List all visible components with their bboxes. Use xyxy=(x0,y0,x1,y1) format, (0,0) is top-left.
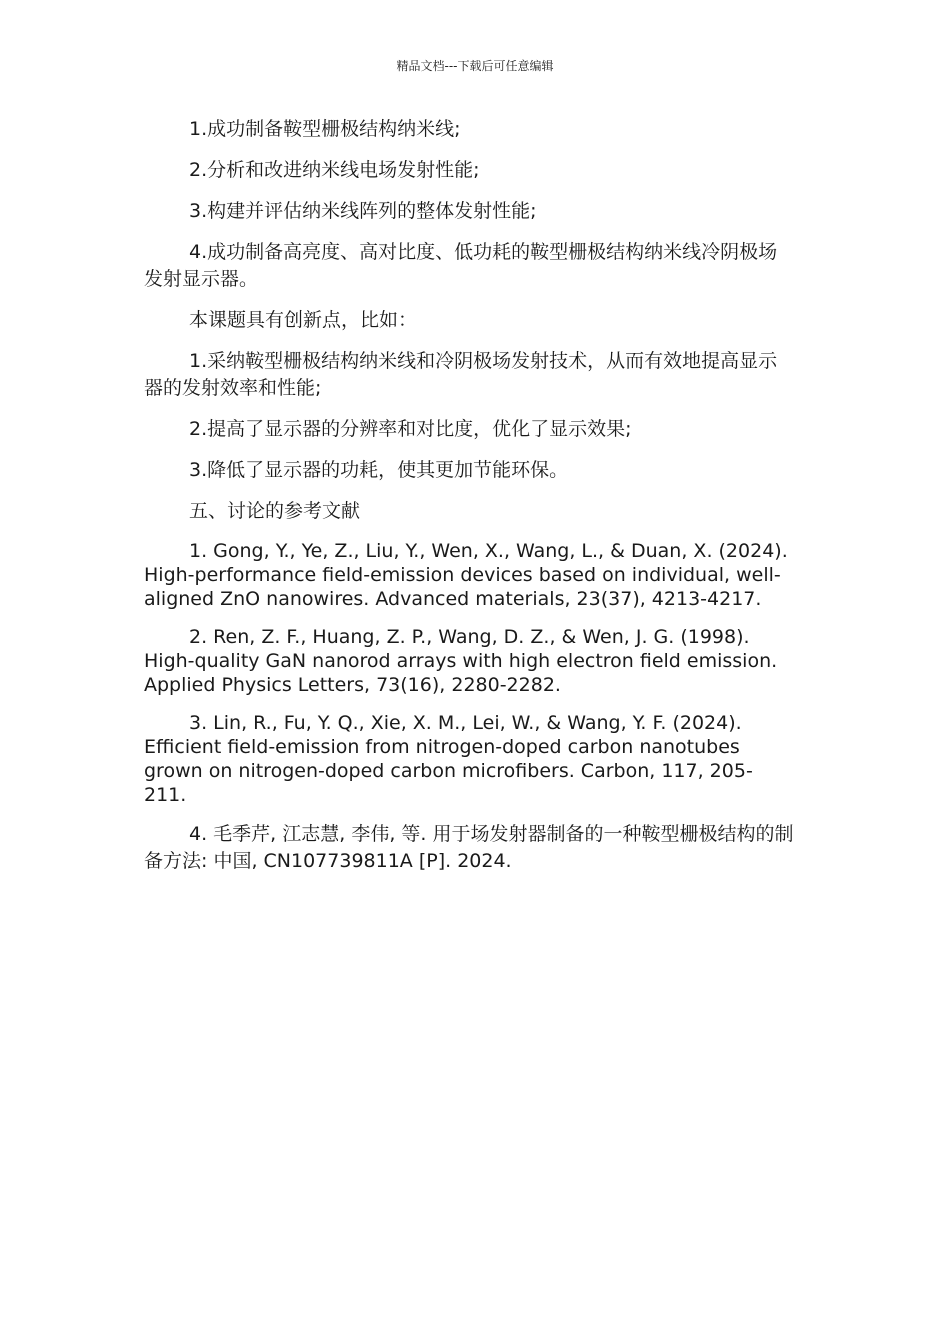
goal-item-4: 4.成功制备高亮度、高对比度、低功耗的鞍型栅极结构纳米线冷阴极场发射显示器。 xyxy=(144,241,778,290)
page-header: 精品文档---下载后可任意编辑 xyxy=(396,59,554,73)
reference-item-2: 2. Ren, Z. F., Huang, Z. P., Wang, D. Z., & Wen, J. G. (1998). High-quality GaN nanorod arrays with high electron field emission. Applied Physics Letters, 73(16), 2280-2282. xyxy=(144,626,778,696)
innovation-item-1: 1.采纳鞍型栅极结构纳米线和冷阴极场发射技术，从而有效地提高显示器的发射效率和性能; xyxy=(144,350,778,399)
innovation-intro: 本课题具有创新点，比如： xyxy=(189,309,418,331)
innovation-item-2: 2.提高了显示器的分辨率和对比度，优化了显示效果; xyxy=(189,418,632,440)
goal-item-1: 1.成功制备鞍型栅极结构纳米线; xyxy=(189,118,461,140)
goal-item-2: 2.分析和改进纳米线电场发射性能; xyxy=(189,159,480,181)
innovation-item-3: 3.降低了显示器的功耗，使其更加节能环保。 xyxy=(189,459,569,481)
section-heading-references: 五、讨论的参考文献 xyxy=(189,500,361,522)
reference-item-3: 3. Lin, R., Fu, Y. Q., Xie, X. M., Lei, W., & Wang, Y. F. (2024). Efficient field-emission from nitrogen-doped carbon nanotubes grown on nitrogen-doped carbon microfibers. Carbon, 117, 205-211. xyxy=(144,712,753,806)
goal-item-3: 3.构建并评估纳米线阵列的整体发射性能; xyxy=(189,200,537,222)
reference-item-4: 4. 毛季芹, 江志慧, 李伟, 等. 用于场发射器制备的一种鞍型栅极结构的制备方法: 中国, CN107739811A [P]. 2024. xyxy=(144,823,794,872)
document-body xyxy=(144,116,794,875)
reference-item-1: 1. Gong, Y., Ye, Z., Liu, Y., Wen, X., Wang, L., & Duan, X. (2024). High-performance field-emission devices based on individual, well-aligned ZnO nanowires. Advanced materials, 23(37), 4213-4217. xyxy=(144,540,788,610)
